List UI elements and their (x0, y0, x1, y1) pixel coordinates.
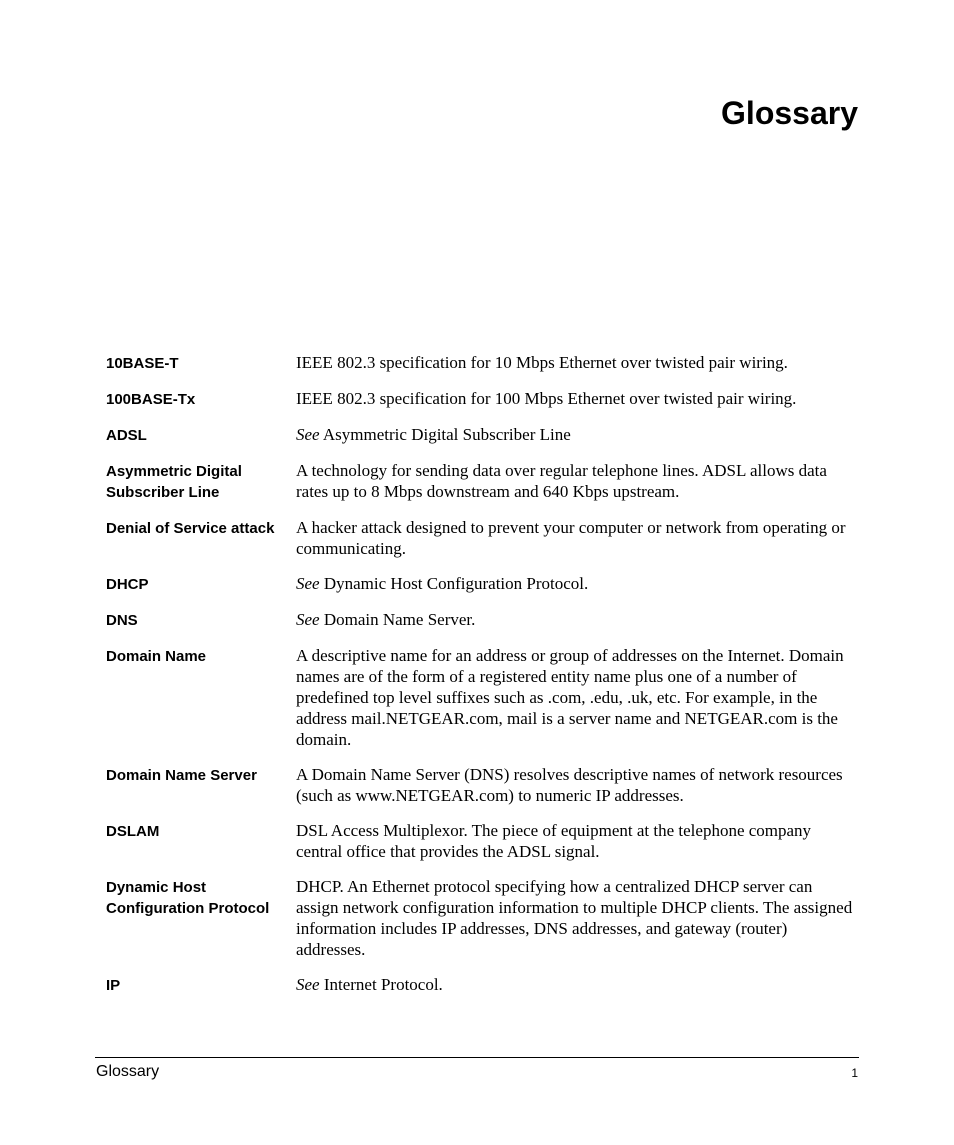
page-title: Glossary (721, 95, 858, 131)
glossary-term: Domain Name Server (106, 767, 257, 784)
definition-text: Asymmetric Digital Subscriber Line (319, 425, 571, 444)
definition-text: Domain Name Server. (319, 610, 476, 629)
glossary-definition (296, 424, 858, 446)
glossary-entry (106, 388, 858, 410)
footer-title: Glossary (96, 1063, 160, 1080)
definition-text: A descriptive name for an address or group of addresses on the Internet. Domain names are of the form of a registered entity name plus one of a number of predefined top level suffixes such as .com, .edu, .uk, etc. For example, in the address mail.NETGEAR.com, mail is a server name and NETGEAR.com is the domain. (296, 646, 844, 749)
glossary-entry (106, 424, 858, 446)
definition-text: IEEE 802.3 specification for 100 Mbps Ethernet over twisted pair wiring. (296, 389, 797, 408)
footer-divider (95, 1057, 859, 1058)
glossary-definition (296, 876, 858, 960)
glossary-term: DSLAM (106, 823, 160, 840)
glossary-term: Asymmetric Digital Subscriber Line (106, 463, 242, 501)
glossary-definition (296, 820, 858, 862)
glossary-definition (296, 352, 858, 374)
glossary-term: Domain Name (106, 648, 207, 665)
glossary-definition (296, 645, 858, 750)
glossary-entry (106, 609, 858, 631)
glossary-entry (106, 645, 858, 750)
glossary-entry (106, 974, 858, 996)
glossary-entry (106, 517, 858, 559)
definition-text: IEEE 802.3 specification for 10 Mbps Ethernet over twisted pair wiring. (296, 353, 788, 372)
glossary-term: Denial of Service attack (106, 520, 275, 537)
glossary-definition (296, 517, 858, 559)
glossary-entry (106, 876, 858, 960)
see-reference-label: See (296, 975, 320, 994)
glossary-list (106, 352, 858, 1010)
see-reference-label: See (296, 574, 320, 593)
glossary-entry (106, 352, 858, 374)
glossary-definition (296, 609, 858, 631)
glossary-definition (296, 764, 858, 806)
definition-text: A Domain Name Server (DNS) resolves descriptive names of network resources (such as www.NETGEAR.com) to numeric IP addresses. (296, 765, 843, 805)
page-number: 1 (851, 1066, 858, 1080)
definition-text: A technology for sending data over regular telephone lines. ADSL allows data rates up to 8 Mbps downstream and 640 Kbps upstream. (296, 461, 827, 501)
glossary-term: DHCP (106, 576, 149, 593)
definition-text: DHCP. An Ethernet protocol specifying how a centralized DHCP server can assign network configuration information to multiple DHCP clients. The assigned information includes IP addresses, DNS addresses, and gateway (router) addresses. (296, 877, 853, 959)
glossary-definition (296, 974, 858, 996)
glossary-term: 10BASE-T (106, 355, 179, 372)
definition-text: A hacker attack designed to prevent your computer or network from operating or communicating. (296, 518, 846, 558)
glossary-term: DNS (106, 612, 138, 629)
glossary-entry (106, 820, 858, 862)
glossary-term: Dynamic Host Configuration Protocol (106, 879, 270, 917)
glossary-entry (106, 764, 858, 806)
definition-text: Dynamic Host Configuration Protocol. (319, 574, 589, 593)
see-reference-label: See (296, 610, 320, 629)
glossary-definition (296, 388, 858, 410)
glossary-term: ADSL (106, 427, 147, 444)
see-reference-label: See (296, 425, 320, 444)
glossary-term: 100BASE-Tx (106, 391, 196, 408)
glossary-definition (296, 573, 858, 595)
definition-text: DSL Access Multiplexor. The piece of equipment at the telephone company central office that provides the ADSL signal. (296, 821, 812, 861)
glossary-entry (106, 573, 858, 595)
glossary-term: IP (106, 977, 121, 994)
glossary-definition (296, 460, 858, 503)
definition-text: Internet Protocol. (319, 975, 443, 994)
glossary-entry (106, 460, 858, 503)
